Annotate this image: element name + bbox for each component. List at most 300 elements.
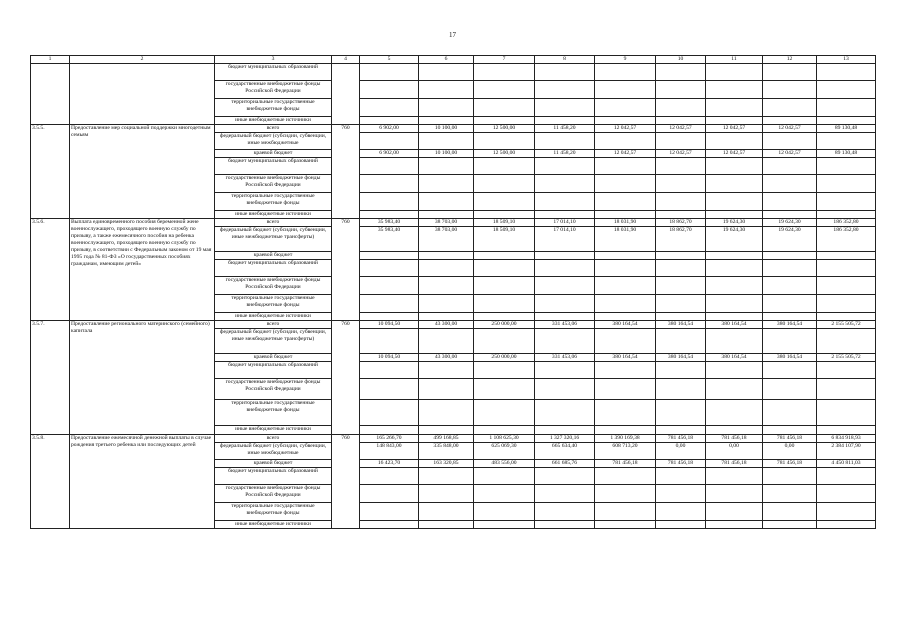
value-cell — [474, 485, 535, 503]
value-cell: 11 458,20 — [535, 125, 595, 133]
budget-table — [30, 55, 876, 529]
value-cell — [535, 521, 595, 529]
value-cell — [817, 379, 876, 400]
value-cell — [595, 193, 656, 211]
value-cell — [817, 295, 876, 313]
code-cell — [332, 64, 360, 125]
value-cell — [535, 117, 595, 125]
value-cell — [535, 64, 595, 81]
value-cell — [360, 362, 419, 379]
item-number: 3.5.7. — [31, 321, 70, 435]
value-cell — [474, 313, 535, 321]
value-cell — [474, 175, 535, 193]
funding-source: иные внебюджетные источники — [215, 521, 332, 529]
value-cell — [763, 379, 817, 400]
column-number: 5 — [360, 56, 419, 64]
value-cell: 12 042,57 — [706, 125, 763, 133]
value-cell: 12 500,00 — [474, 125, 535, 133]
funding-source: краевой бюджет — [215, 252, 332, 260]
value-cell — [763, 400, 817, 426]
value-cell — [535, 400, 595, 426]
value-cell: 148 843,00 — [360, 443, 419, 460]
value-cell: 11 458,20 — [535, 150, 595, 158]
value-cell — [817, 485, 876, 503]
funding-source: территориальные государственные внебюджетные фонды — [215, 193, 332, 211]
value-cell — [763, 117, 817, 125]
value-cell — [817, 329, 876, 354]
value-cell: 380 164,54 — [656, 354, 706, 362]
value-cell: 89 130,48 — [817, 125, 876, 133]
value-cell — [474, 158, 535, 175]
value-cell — [656, 485, 706, 503]
value-cell — [535, 193, 595, 211]
value-cell: 89 130,48 — [817, 150, 876, 158]
value-cell — [474, 379, 535, 400]
value-cell — [706, 158, 763, 175]
value-cell — [535, 295, 595, 313]
value-cell — [595, 313, 656, 321]
column-number: 1 — [31, 56, 70, 64]
value-cell — [706, 117, 763, 125]
value-cell: 17 014,10 — [535, 219, 595, 227]
value-cell — [419, 193, 474, 211]
value-cell — [706, 64, 763, 81]
value-cell — [656, 133, 706, 150]
value-cell — [656, 252, 706, 260]
value-cell: 10 094,50 — [360, 354, 419, 362]
column-number-row — [31, 56, 876, 64]
value-cell: 608 713,20 — [595, 443, 656, 460]
value-cell — [656, 503, 706, 521]
value-cell — [656, 313, 706, 321]
value-cell — [656, 158, 706, 175]
value-cell — [817, 521, 876, 529]
funding-source: иные внебюджетные источники — [215, 313, 332, 321]
value-cell — [656, 277, 706, 295]
value-cell — [763, 426, 817, 435]
budget-code: 760 — [332, 125, 360, 219]
value-cell — [656, 426, 706, 435]
value-cell: 165 266,70 — [360, 435, 419, 443]
value-cell — [595, 468, 656, 485]
value-cell — [817, 313, 876, 321]
value-cell: 16 423,70 — [360, 460, 419, 468]
value-cell: 38 703,00 — [419, 227, 474, 252]
value-cell — [595, 426, 656, 435]
value-cell — [817, 468, 876, 485]
value-cell — [419, 485, 474, 503]
value-cell — [763, 313, 817, 321]
column-number: 12 — [763, 56, 817, 64]
value-cell — [535, 175, 595, 193]
value-cell: 12 042,57 — [706, 150, 763, 158]
value-cell — [419, 133, 474, 150]
value-cell — [360, 503, 419, 521]
funding-source: краевой бюджет — [215, 460, 332, 468]
funding-source: государственные внебюджетные фонды Российской Федерации — [215, 485, 332, 503]
funding-source: бюджет муниципальных образований — [215, 158, 332, 175]
funding-source: федеральный бюджет (субсидии, субвенции, иные межбюджетные трансферты) — [215, 227, 332, 252]
value-cell: 661 685,76 — [535, 460, 595, 468]
value-cell: 18 509,10 — [474, 227, 535, 252]
value-cell — [474, 329, 535, 354]
column-number: 8 — [535, 56, 595, 64]
value-cell — [474, 295, 535, 313]
value-cell — [763, 133, 817, 150]
value-cell — [474, 193, 535, 211]
value-cell — [474, 468, 535, 485]
value-cell — [535, 329, 595, 354]
value-cell — [656, 329, 706, 354]
funding-source: краевой бюджет — [215, 150, 332, 158]
value-cell: 380 164,54 — [595, 321, 656, 329]
value-cell: 19 624,30 — [706, 219, 763, 227]
value-cell: 10 100,00 — [419, 125, 474, 133]
column-number: 4 — [332, 56, 360, 64]
value-cell — [535, 277, 595, 295]
value-cell: 625 069,30 — [474, 443, 535, 460]
value-cell — [474, 521, 535, 529]
value-cell — [474, 99, 535, 117]
page-number: 17 — [449, 31, 456, 39]
funding-source: государственные внебюджетные фонды Российской Федерации — [215, 379, 332, 400]
value-cell — [419, 295, 474, 313]
value-cell — [763, 211, 817, 219]
value-cell — [595, 362, 656, 379]
value-cell — [706, 81, 763, 99]
value-cell — [817, 81, 876, 99]
value-cell — [474, 426, 535, 435]
value-cell: 0,00 — [656, 443, 706, 460]
value-cell — [360, 426, 419, 435]
value-cell — [360, 379, 419, 400]
value-cell — [474, 211, 535, 219]
value-cell: 250 000,00 — [474, 321, 535, 329]
value-cell — [656, 64, 706, 81]
value-cell — [419, 329, 474, 354]
funding-source: государственные внебюджетные фонды Российской Федерации — [215, 81, 332, 99]
value-cell — [706, 426, 763, 435]
value-cell — [706, 175, 763, 193]
value-cell: 2 155 505,72 — [817, 354, 876, 362]
value-cell — [535, 99, 595, 117]
value-cell: 18 862,70 — [656, 227, 706, 252]
value-cell — [360, 133, 419, 150]
value-cell: 12 500,00 — [474, 150, 535, 158]
value-cell: 43 300,00 — [419, 321, 474, 329]
value-cell: 12 042,57 — [763, 125, 817, 133]
value-cell — [706, 277, 763, 295]
value-cell — [706, 260, 763, 277]
value-cell: 19 624,30 — [763, 227, 817, 252]
funding-source: государственные внебюджетные фонды Российской Федерации — [215, 175, 332, 193]
value-cell — [706, 252, 763, 260]
value-cell: 499 168,85 — [419, 435, 474, 443]
value-cell — [817, 503, 876, 521]
value-cell — [474, 400, 535, 426]
column-number: 11 — [706, 56, 763, 64]
value-cell: 10 100,00 — [419, 150, 474, 158]
value-cell — [656, 81, 706, 99]
value-cell — [656, 295, 706, 313]
value-cell — [595, 503, 656, 521]
value-cell — [360, 117, 419, 125]
value-cell — [763, 468, 817, 485]
value-cell — [360, 64, 419, 81]
value-cell — [706, 362, 763, 379]
value-cell: 38 703,00 — [419, 219, 474, 227]
value-cell — [763, 175, 817, 193]
value-cell — [474, 117, 535, 125]
value-cell — [535, 252, 595, 260]
budget-code: 760 — [332, 219, 360, 321]
value-cell: 6 834 918,93 — [817, 435, 876, 443]
value-cell: 186 352,80 — [817, 219, 876, 227]
value-cell: 335 848,00 — [419, 443, 474, 460]
value-cell — [706, 329, 763, 354]
item-number: 3.5.8. — [31, 435, 70, 529]
value-cell — [595, 64, 656, 81]
value-cell — [360, 329, 419, 354]
value-cell: 17 014,10 — [535, 227, 595, 252]
value-cell — [763, 503, 817, 521]
item-number-cell — [31, 64, 70, 125]
value-cell — [535, 503, 595, 521]
funding-source: бюджет муниципальных образований — [215, 260, 332, 277]
funding-source: федеральный бюджет (субсидии, субвенции, иные межбюджетные — [215, 133, 332, 150]
value-cell — [595, 158, 656, 175]
value-cell — [419, 503, 474, 521]
value-cell — [595, 133, 656, 150]
value-cell: 2 155 505,72 — [817, 321, 876, 329]
table-row — [31, 125, 876, 133]
value-cell — [763, 193, 817, 211]
funding-source: территориальные государственные внебюджетные фонды — [215, 99, 332, 117]
value-cell — [595, 485, 656, 503]
value-cell — [419, 252, 474, 260]
value-cell — [817, 400, 876, 426]
value-cell: 35 983,40 — [360, 219, 419, 227]
value-cell — [535, 211, 595, 219]
value-cell — [595, 260, 656, 277]
value-cell — [360, 252, 419, 260]
value-cell — [817, 426, 876, 435]
value-cell — [817, 99, 876, 117]
value-cell — [419, 426, 474, 435]
table-row — [31, 435, 876, 443]
value-cell — [706, 485, 763, 503]
value-cell: 12 042,57 — [656, 150, 706, 158]
value-cell — [535, 379, 595, 400]
value-cell — [763, 64, 817, 81]
value-cell — [595, 117, 656, 125]
funding-source: всего — [215, 435, 332, 443]
value-cell — [706, 133, 763, 150]
budget-code: 760 — [332, 321, 360, 435]
value-cell: 781 456,18 — [656, 460, 706, 468]
value-cell: 380 164,54 — [763, 354, 817, 362]
value-cell: 12 042,57 — [763, 150, 817, 158]
value-cell — [595, 400, 656, 426]
value-cell — [419, 117, 474, 125]
value-cell — [535, 313, 595, 321]
item-name: Выплата единовременного пособия беременной жене военнослужащего, проходящего военную службу по призыву, а также ежемесячного пособия на ребенка военнослужащего, проходящего военную службу по призыву, в соответствии с Федеральным законом от 19 мая 1995 года № 81-ФЗ «О государственных пособиях гражданам, имеющим детей» — [70, 219, 215, 321]
value-cell — [595, 99, 656, 117]
value-cell: 19 624,30 — [706, 227, 763, 252]
value-cell — [419, 211, 474, 219]
value-cell: 781 456,18 — [595, 460, 656, 468]
funding-source: всего — [215, 219, 332, 227]
value-cell — [763, 485, 817, 503]
value-cell — [360, 468, 419, 485]
table-row — [31, 321, 876, 329]
value-cell — [706, 379, 763, 400]
value-cell: 250 000,00 — [474, 354, 535, 362]
value-cell — [360, 277, 419, 295]
funding-source: иные внебюджетные источники — [215, 117, 332, 125]
value-cell: 18 862,70 — [656, 219, 706, 227]
value-cell — [656, 193, 706, 211]
value-cell: 380 164,54 — [706, 354, 763, 362]
value-cell — [360, 400, 419, 426]
value-cell: 1 327 320,16 — [535, 435, 595, 443]
funding-source: территориальные государственные внебюджетные фонды — [215, 295, 332, 313]
value-cell — [656, 211, 706, 219]
value-cell: 163 320,85 — [419, 460, 474, 468]
value-cell — [535, 260, 595, 277]
value-cell: 380 164,54 — [595, 354, 656, 362]
value-cell — [360, 158, 419, 175]
value-cell — [595, 521, 656, 529]
value-cell — [763, 295, 817, 313]
value-cell: 380 164,54 — [763, 321, 817, 329]
value-cell — [595, 81, 656, 99]
value-cell: 0,00 — [706, 443, 763, 460]
funding-source: всего — [215, 125, 332, 133]
value-cell: 4 450 811,03 — [817, 460, 876, 468]
value-cell — [706, 99, 763, 117]
value-cell — [763, 277, 817, 295]
value-cell: 6 902,00 — [360, 125, 419, 133]
value-cell — [360, 313, 419, 321]
value-cell — [656, 175, 706, 193]
funding-source: федеральный бюджет (субсидии, субвенции, иные межбюджетные — [215, 443, 332, 460]
value-cell — [419, 313, 474, 321]
value-cell — [360, 260, 419, 277]
value-cell — [817, 133, 876, 150]
value-cell — [656, 99, 706, 117]
continuation-row — [31, 64, 876, 81]
value-cell: 12 042,57 — [595, 125, 656, 133]
funding-source: федеральный бюджет (субсидии, субвенции, иные межбюджетные трансферты) — [215, 329, 332, 354]
value-cell — [817, 117, 876, 125]
value-cell — [535, 133, 595, 150]
value-cell — [419, 379, 474, 400]
funding-source: территориальные государственные внебюджетные фонды — [215, 503, 332, 521]
value-cell — [474, 503, 535, 521]
value-cell: 19 624,30 — [763, 219, 817, 227]
value-cell — [706, 400, 763, 426]
value-cell — [419, 99, 474, 117]
value-cell — [474, 362, 535, 379]
value-cell — [360, 485, 419, 503]
value-cell — [360, 81, 419, 99]
value-cell: 35 983,40 — [360, 227, 419, 252]
value-cell — [817, 252, 876, 260]
value-cell — [763, 362, 817, 379]
value-cell — [535, 426, 595, 435]
value-cell — [656, 362, 706, 379]
value-cell — [763, 260, 817, 277]
value-cell — [656, 117, 706, 125]
value-cell: 43 300,00 — [419, 354, 474, 362]
value-cell — [535, 81, 595, 99]
value-cell: 331 453,06 — [535, 321, 595, 329]
value-cell — [817, 211, 876, 219]
value-cell — [360, 193, 419, 211]
column-number: 6 — [419, 56, 474, 64]
value-cell — [595, 252, 656, 260]
value-cell — [706, 211, 763, 219]
value-cell — [763, 158, 817, 175]
value-cell — [419, 277, 474, 295]
value-cell — [419, 158, 474, 175]
value-cell — [817, 277, 876, 295]
value-cell: 331 453,06 — [535, 354, 595, 362]
value-cell: 781 456,18 — [763, 460, 817, 468]
item-name: Предоставление регионального материнского (семейного) капитала — [70, 321, 215, 435]
funding-source: всего — [215, 321, 332, 329]
value-cell — [474, 277, 535, 295]
value-cell: 665 634,40 — [535, 443, 595, 460]
item-number: 3.5.6. — [31, 219, 70, 321]
column-number: 9 — [595, 56, 656, 64]
column-number: 3 — [215, 56, 332, 64]
value-cell: 6 902,00 — [360, 150, 419, 158]
value-cell — [763, 99, 817, 117]
value-cell — [656, 400, 706, 426]
value-cell: 380 164,54 — [706, 321, 763, 329]
value-cell: 781 456,18 — [706, 435, 763, 443]
value-cell — [656, 260, 706, 277]
column-number: 13 — [817, 56, 876, 64]
value-cell — [763, 521, 817, 529]
funding-source: территориальные государственные внебюджетные фонды — [215, 400, 332, 426]
value-cell — [595, 175, 656, 193]
value-cell — [360, 211, 419, 219]
funding-source: краевой бюджет — [215, 354, 332, 362]
value-cell — [419, 362, 474, 379]
value-cell: 186 352,80 — [817, 227, 876, 252]
funding-source: государственные внебюджетные фонды Российской Федерации — [215, 277, 332, 295]
value-cell — [595, 379, 656, 400]
value-cell: 1 390 169,38 — [595, 435, 656, 443]
funding-source: иные внебюджетные источники — [215, 211, 332, 219]
value-cell — [474, 252, 535, 260]
value-cell — [817, 158, 876, 175]
value-cell — [817, 175, 876, 193]
value-cell: 18 031,90 — [595, 227, 656, 252]
funding-source: бюджет муниципальных образований — [215, 362, 332, 379]
column-number: 10 — [656, 56, 706, 64]
value-cell — [360, 99, 419, 117]
value-cell — [474, 133, 535, 150]
value-cell — [706, 503, 763, 521]
table-row — [31, 219, 876, 227]
value-cell — [595, 295, 656, 313]
value-cell — [535, 468, 595, 485]
item-number: 3.5.5. — [31, 125, 70, 219]
